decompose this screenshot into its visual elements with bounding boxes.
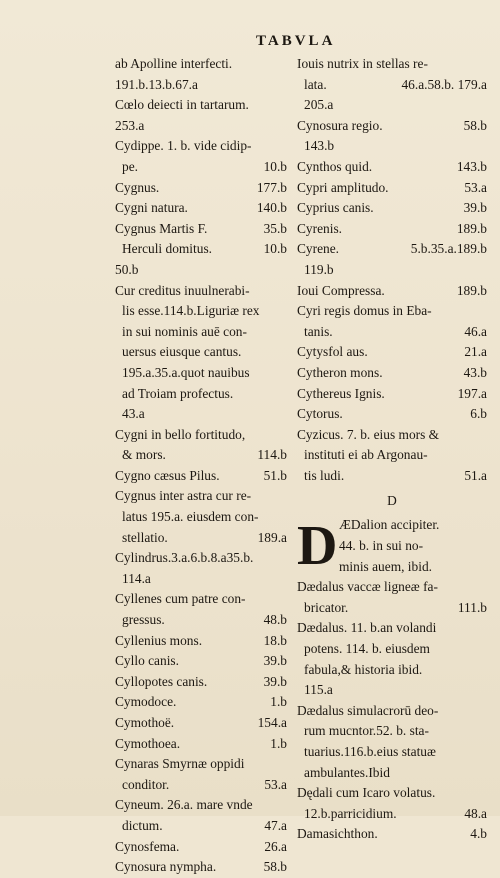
entry-text: in sui nominis auē con-	[122, 323, 247, 339]
entry-text: ad Troiam profectus.	[122, 385, 234, 401]
entry-text: 50.b	[115, 261, 139, 277]
index-entry	[115, 466, 287, 487]
entry-page-ref: 39.b	[463, 200, 487, 216]
right-index-column	[297, 54, 487, 845]
index-entry	[115, 219, 287, 240]
entry-text: Cygnus.	[115, 179, 160, 195]
entry-page-ref: 48.a	[464, 805, 487, 821]
index-entry	[115, 734, 287, 755]
entry-text: gressus.	[122, 612, 165, 628]
entry-text: Cydippe. 1. b. vide cidip-	[115, 138, 252, 154]
entry-page-ref: 39.b	[263, 673, 287, 689]
entry-text: latus 195.a. eiusdem con-	[122, 509, 259, 525]
entry-text: Cygni in bello fortitudo,	[115, 426, 246, 442]
entry-page-ref: 18.b	[263, 632, 287, 648]
entry-page-ref: 51.b	[263, 467, 287, 483]
entry-text: 115.a	[304, 682, 333, 698]
entry-text: Cyllopotes canis.	[115, 673, 208, 689]
entry-page-ref: 189.b	[456, 282, 487, 298]
index-entry	[297, 598, 487, 619]
entry-text: Iouis nutrix in stellas re-	[297, 56, 428, 71]
index-entry	[115, 631, 287, 652]
running-header: TABVLA	[256, 33, 336, 49]
section-letter-heading: D	[387, 493, 397, 509]
index-entry	[115, 548, 287, 569]
index-entry	[115, 95, 287, 116]
index-entry	[297, 763, 487, 784]
entry-page-ref: 10.b	[263, 158, 287, 174]
index-entry	[115, 610, 287, 631]
index-entry	[297, 404, 487, 425]
entry-text: Cyllenes cum patre con-	[115, 591, 246, 607]
index-entry	[297, 363, 487, 384]
entry-page-ref: 48.b	[263, 612, 287, 628]
index-entry	[297, 116, 487, 137]
index-entry	[115, 136, 287, 157]
entry-text: tis ludi.	[304, 467, 345, 483]
entry-text: Cythereus Ignis.	[297, 385, 385, 401]
index-entry	[115, 775, 287, 796]
index-entry	[115, 837, 287, 858]
index-entry	[297, 618, 487, 639]
entry-text: Cytheron mons.	[297, 364, 383, 380]
index-entry	[297, 804, 487, 825]
index-entry	[115, 589, 287, 610]
entry-text: Dædalus simulacrorū deo-	[297, 702, 439, 718]
entry-page-ref: 197.a	[457, 385, 487, 401]
index-entry	[115, 239, 287, 260]
entry-text: Cygno cæsus Pilus.	[115, 467, 220, 483]
index-entry	[115, 116, 287, 137]
entry-text: ambulantes.Ibid	[304, 764, 390, 780]
entry-text: Cyprius canis.	[297, 200, 374, 216]
entry-page-ref: 143.b	[456, 158, 487, 174]
index-entry	[297, 136, 487, 157]
entry-page-ref: 35.b	[263, 220, 287, 236]
entry-text: 205.a	[304, 97, 334, 113]
entry-text: Ioui Compressa.	[297, 282, 385, 298]
index-entry	[115, 445, 287, 466]
index-entry	[297, 322, 487, 343]
entry-text: Cymodoce.	[115, 694, 177, 710]
index-entry	[297, 281, 487, 302]
index-entry	[115, 322, 287, 343]
entry-text: instituti ei ab Argonau-	[304, 447, 428, 463]
index-entry	[297, 660, 487, 681]
index-entry	[297, 219, 487, 240]
index-entry	[297, 515, 487, 536]
left-index-column	[115, 54, 287, 878]
entry-text: 12.b.parricidium.	[304, 805, 397, 821]
index-entry	[115, 198, 287, 219]
index-entry	[297, 239, 487, 260]
entry-text: 253.a	[115, 117, 145, 133]
index-entry	[297, 198, 487, 219]
index-entry	[297, 301, 487, 322]
entry-text: Herculi domitus.	[122, 241, 213, 257]
index-entry	[297, 54, 487, 75]
entry-page-ref: 5.b.35.a.189.b	[410, 241, 487, 257]
index-entry	[115, 713, 287, 734]
entry-text: Cylindrus.3.a.6.b.8.a35.b.	[115, 550, 254, 566]
index-entry	[115, 857, 287, 878]
entry-text: Cymothoea.	[115, 735, 181, 751]
index-entry	[297, 342, 487, 363]
entry-text: ab Apolline interfecti.	[115, 56, 233, 71]
entry-page-ref: 6.b	[470, 406, 487, 422]
index-entry	[297, 783, 487, 804]
entry-text: Cur creditus inuulnerabi-	[115, 282, 250, 298]
d-entries	[297, 577, 487, 845]
index-entry	[115, 384, 287, 405]
entry-text: 195.a.35.a.quot nauibus	[122, 364, 250, 380]
entry-page-ref: 21.a	[464, 344, 487, 360]
entry-text: fabula,& historia ibid.	[304, 661, 423, 677]
index-entry	[115, 486, 287, 507]
entry-page-ref: 46.a	[464, 323, 487, 339]
index-entry	[115, 795, 287, 816]
d-dropcap-block	[297, 515, 487, 577]
index-entry	[297, 701, 487, 722]
index-entry	[297, 384, 487, 405]
entry-text: & mors.	[122, 447, 166, 463]
entry-page-ref: 189.a	[257, 529, 287, 545]
entry-page-ref: 1.b	[270, 735, 287, 751]
entry-text: 143.b	[304, 138, 335, 154]
index-entry	[115, 260, 287, 281]
entry-text: Cynosfema.	[115, 838, 180, 854]
entry-text: Cytysfol aus.	[297, 344, 368, 360]
entry-text: tuarius.116.b.eius statuæ	[304, 744, 436, 759]
entry-text: Cyneum. 26.a. mare vnde	[115, 797, 253, 813]
entry-text: Dædalus. 11. b.an volandi	[297, 620, 437, 636]
entry-text: 114.a	[122, 570, 151, 586]
entry-text: Cygni natura.	[115, 200, 188, 216]
index-entry	[297, 425, 487, 446]
index-entry	[297, 639, 487, 660]
entry-text: ÆDalion accipiter.	[339, 517, 440, 533]
entry-page-ref: 47.a	[264, 817, 287, 833]
entry-page-ref: 114.b	[257, 447, 287, 463]
entry-page-ref: 154.a	[257, 715, 287, 730]
index-entry	[115, 528, 287, 549]
entry-page-ref: 53.a	[264, 776, 287, 792]
index-entry	[297, 75, 487, 96]
entry-text: bricator.	[304, 599, 349, 615]
entry-page-ref: 10.b	[263, 241, 287, 257]
index-entry	[115, 54, 287, 75]
entry-text: minis auem, ibid.	[339, 558, 432, 574]
index-entry	[297, 742, 487, 763]
index-entry	[297, 721, 487, 742]
entry-text: Cymothoë.	[115, 715, 175, 730]
index-entry	[297, 95, 487, 116]
entry-text: 43.a	[122, 406, 145, 422]
entry-text: 44. b. in sui no-	[339, 538, 424, 554]
entry-text: Cygnus Martis F.	[115, 220, 208, 236]
entry-text: dictum.	[122, 817, 163, 833]
index-entry	[115, 301, 287, 322]
index-entry	[115, 672, 287, 693]
entry-text: Cyllenius mons.	[115, 632, 203, 648]
index-entry	[115, 816, 287, 837]
index-entry	[297, 260, 487, 281]
index-entry	[297, 557, 487, 578]
index-entry	[115, 363, 287, 384]
entry-text: 119.b	[304, 261, 334, 277]
drop-cap-letter: D	[297, 515, 338, 578]
index-entry	[297, 680, 487, 701]
entry-text: tanis.	[304, 323, 333, 339]
entry-text: Cyllo canis.	[115, 653, 179, 669]
index-entry	[297, 577, 487, 598]
index-entry	[297, 178, 487, 199]
c-entries-continued	[297, 54, 487, 486]
index-entry	[297, 536, 487, 557]
index-entry	[297, 824, 487, 845]
entry-page-ref: 1.b	[270, 694, 287, 710]
entry-text: lata.	[304, 76, 327, 92]
entry-page-ref: 4.b	[470, 826, 487, 842]
index-entry	[115, 75, 287, 96]
entry-page-ref: 177.b	[256, 179, 287, 195]
entry-text: Cygnus inter astra cur re-	[115, 488, 252, 504]
index-entry	[115, 178, 287, 199]
entry-page-ref: 26.a	[264, 838, 287, 854]
index-entry	[115, 569, 287, 590]
entry-page-ref: 53.a	[464, 179, 487, 195]
index-entry	[115, 507, 287, 528]
entry-text: uersus eiusque cantus.	[122, 344, 242, 360]
entry-text: Dædalus vaccæ ligneæ fa-	[297, 579, 438, 595]
index-entry	[115, 651, 287, 672]
entry-text: Dędali cum Icaro volatus.	[297, 785, 436, 801]
entry-text: lis esse.114.b.Liguriæ rex	[122, 303, 260, 319]
index-entry	[297, 157, 487, 178]
entry-text: Cytorus.	[297, 406, 343, 422]
entry-text: Cypri amplitudo.	[297, 179, 389, 195]
entry-text: Cynosura nympha.	[115, 859, 217, 875]
index-entry	[115, 404, 287, 425]
entry-text: pe.	[122, 158, 138, 174]
entry-page-ref: 58.b	[463, 117, 487, 133]
entry-page-ref: 46.a.58.b. 179.a	[401, 76, 487, 92]
entry-text: Damasichthon.	[297, 826, 378, 842]
index-entry	[115, 342, 287, 363]
index-entry	[115, 281, 287, 302]
entry-text: Cœlo deiecti in tartarum.	[115, 97, 249, 113]
entry-text: rum mucntor.52. b. sta-	[304, 723, 429, 739]
entry-page-ref: 58.b	[263, 859, 287, 875]
index-entry	[115, 157, 287, 178]
entry-text: Cyzicus. 7. b. eius mors &	[297, 426, 440, 442]
entry-text: Cyrenis.	[297, 220, 343, 236]
index-entry	[115, 754, 287, 775]
entry-text: Cyri regis domus in Eba-	[297, 303, 432, 319]
entry-text: Cynosura regio.	[297, 117, 383, 133]
entry-text: conditor.	[122, 776, 170, 792]
index-entry	[115, 425, 287, 446]
index-entry	[115, 692, 287, 713]
entry-text: stellatio.	[122, 529, 168, 545]
entry-page-ref: 111.b	[457, 599, 487, 615]
entry-page-ref: 39.b	[263, 653, 287, 669]
entry-page-ref: 43.b	[463, 364, 487, 380]
entry-page-ref: 140.b	[256, 200, 287, 216]
index-entry	[297, 466, 487, 487]
entry-text: Cyrene.	[297, 241, 340, 257]
entry-text: potens. 114. b. eiusdem	[304, 641, 430, 657]
index-entry	[297, 445, 487, 466]
entry-text: Cynaras Smyrnæ oppidi	[115, 756, 245, 772]
entry-text: 191.b.13.b.67.a	[115, 76, 198, 92]
entry-page-ref: 51.a	[464, 467, 487, 483]
entry-page-ref: 189.b	[456, 220, 487, 236]
entry-text: Cynthos quid.	[297, 158, 373, 174]
